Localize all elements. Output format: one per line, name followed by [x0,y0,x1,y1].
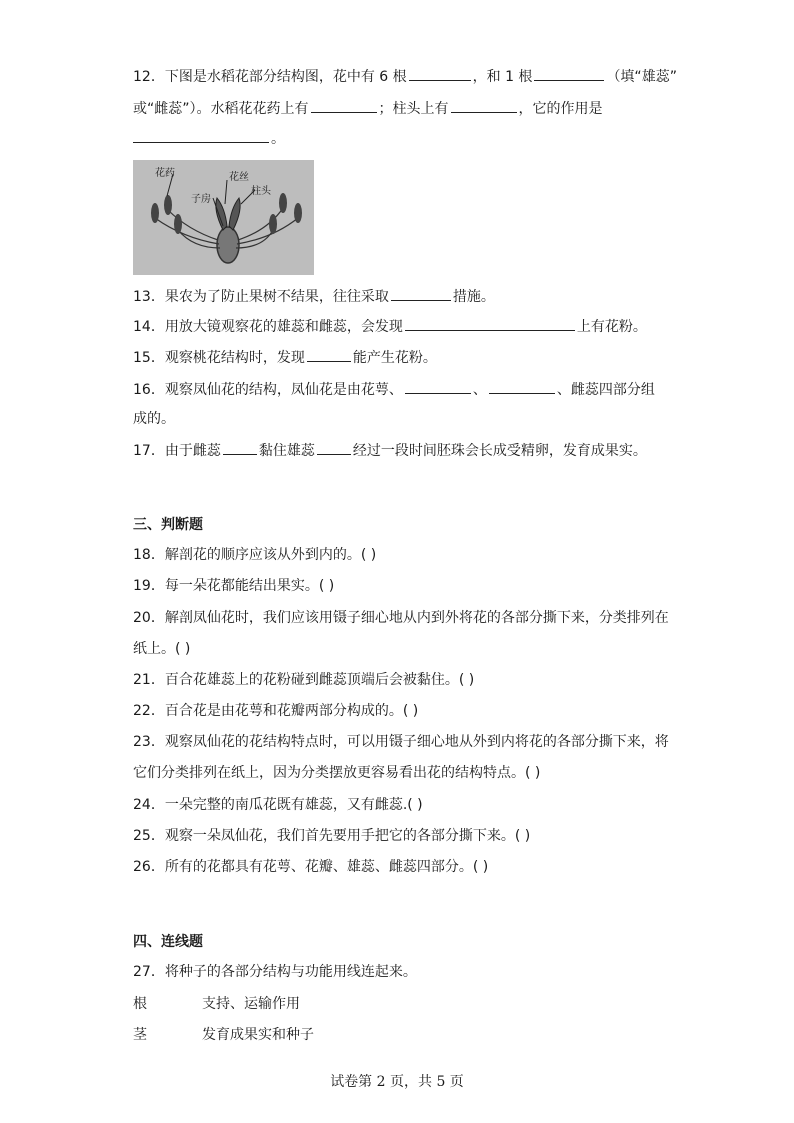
question-21: 21．百合花雄蕊上的花粉碰到雌蕊顶端后会被黏住。( ) [133,672,475,688]
question-17: 17．由于雌蕊 黏住雄蕊 经过一段时间胚珠会长成受精卵，发育成果实。 [133,440,647,461]
page-footer: 试卷第 2 页，共 5 页 [330,1074,464,1090]
answer-blank[interactable] [409,66,471,81]
question-12-line1: 12．下图是水稻花部分结构图，花中有 6 根 ，和 1 根 （填“雄蕊” [133,66,677,87]
question-12-line2: 或“雌蕊”）。水稻花花药上有 ；柱头上有 ，它的作用是 [133,98,603,119]
match-right-item[interactable]: 发育成果实和种子 [202,1027,314,1043]
question-26: 26．所有的花都具有花萼、花瓣、雄蕊、雌蕊四部分。( ) [133,859,489,875]
question-20-line2: 纸上。( ) [133,641,191,657]
question-16-line2: 成的。 [133,411,175,427]
answer-blank[interactable] [317,440,351,455]
answer-blank[interactable] [133,128,269,143]
figure-label-filament: 花丝 [229,172,249,183]
answer-blank[interactable] [489,379,555,394]
question-23-line2: 它们分类排列在纸上，因为分类摆放更容易看出花的结构特点。( ) [133,765,541,781]
section-heading-matching: 四、连线题 [133,934,203,950]
question-15: 15．观察桃花结构时，发现 能产生花粉。 [133,347,437,368]
question-19: 19．每一朵花都能结出果实。( ) [133,578,335,594]
question-20-line1: 20．解剖凤仙花时，我们应该用镊子细心地从内到外将花的各部分撕下来，分类排列在 [133,610,669,626]
question-13: 13．果农为了防止果树不结果，往往采取 措施。 [133,286,495,307]
answer-blank[interactable] [405,379,471,394]
figure-label-anther: 花药 [155,168,175,179]
section-heading-judgement: 三、判断题 [133,517,203,533]
match-left-item[interactable]: 根 [133,996,147,1012]
question-14: 14．用放大镜观察花的雄蕊和雌蕊，会发现 上有花粉。 [133,316,647,337]
question-27: 27．将种子的各部分结构与功能用线连起来。 [133,964,417,980]
question-16-line1: 16．观察凤仙花的结构，凤仙花是由花萼、 、 、雌蕊四部分组 [133,379,655,400]
answer-blank[interactable] [307,347,351,362]
question-12-line3: 。 [133,128,285,149]
answer-blank[interactable] [391,286,451,301]
question-22: 22．百合花是由花萼和花瓣两部分构成的。( ) [133,703,419,719]
answer-blank[interactable] [223,440,257,455]
figure-label-stigma: 柱头 [251,186,271,197]
question-23-line1: 23．观察凤仙花的花结构特点时，可以用镊子细心地从外到内将花的各部分撕下来，将 [133,734,669,750]
figure-label-ovary: 子房 [191,194,211,205]
rice-flower-figure [133,160,314,275]
question-24: 24．一朵完整的南瓜花既有雄蕊，又有雌蕊.( ) [133,797,423,813]
answer-blank[interactable] [534,66,604,81]
match-right-item[interactable]: 支持、运输作用 [202,996,300,1012]
answer-blank[interactable] [405,316,575,331]
question-18: 18．解剖花的顺序应该从外到内的。( ) [133,547,377,563]
question-25: 25．观察一朵凤仙花，我们首先要用手把它的各部分撕下来。( ) [133,828,531,844]
answer-blank[interactable] [311,98,377,113]
match-left-item[interactable]: 茎 [133,1027,147,1043]
answer-blank[interactable] [451,98,517,113]
